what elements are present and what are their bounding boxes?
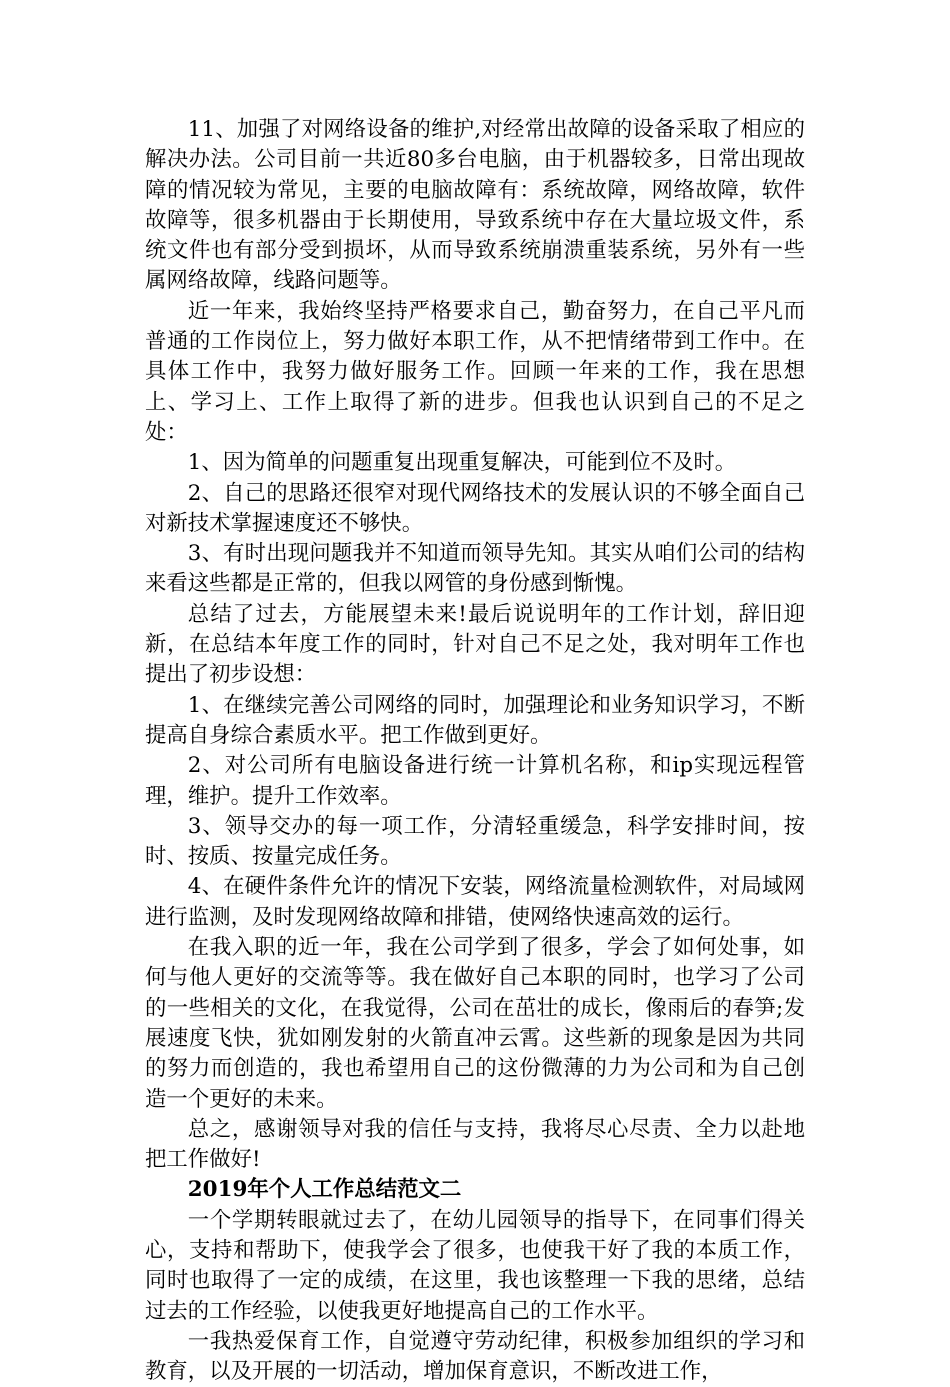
list-item-shortcoming-2: 2、自己的思路还很窄对现代网络技术的发展认识的不够全面自己对新技术掌握速度还不够快。 [145, 480, 805, 536]
list-item-plan-3: 3、领导交办的每一项工作，分清轻重缓急，科学安排时间，按时、按质、按量完成任务。 [145, 813, 805, 870]
paragraph-next-year-plan: 总结了过去，方能展望未来!最后说说明年的工作计划，辞旧迎新，在总结本年度工作的同时，针对自己不足之处，我对明年工作也提出了初步设想： [145, 601, 805, 688]
paragraph-semester-intro: 一个学期转眼就过去了，在幼儿园领导的指导下，在同事们得关心，支持和帮助下，使我学会了很多，也使我干好了我的本质工作，同时也取得了一定的成绩，在这里，我也该整理一下我的思绪，总结过去的工作经验，以使我更好地提高自己的工作水平。 [145, 1207, 805, 1324]
list-item-plan-2: 2、对公司所有电脑设备进行统一计算机名称，和ip实现远程管理，维护。提升工作效率。 [145, 753, 805, 809]
paragraph-network-maintenance: 11、加强了对网络设备的维护,对经常出故障的设备采取了相应的解决办法。公司目前一共近80多台电脑，由于机器较多，日常出现故障的情况较为常见，主要的电脑故障有：系统故障，网络故障，软件故障等，很多机器由于长期使用，导致系统中存在大量垃圾文件，系统文件也有部分受到损坏，从而导致系统崩溃重装系统，另外有一些属网络故障，线路问题等。 [145, 117, 805, 294]
paragraph-year-review: 近一年来，我始终坚持严格要求自己，勤奋努力，在自己平凡而普通的工作岗位上，努力做好本职工作，从不把情绪带到工作中。在具体工作中，我努力做好服务工作。回顾一年来的工作，我在思想上、学习上、工作上取得了新的进步。但我也认识到自己的不足之处： [145, 298, 805, 445]
list-item-plan-1: 1、在继续完善公司网络的同时，加强理论和业务知识学习，不断提高自身综合素质水平。把工作做到更好。 [145, 692, 805, 748]
paragraph-company-growth: 在我入职的近一年，我在公司学到了很多，学会了如何处事，如何与他人更好的交流等等。我在做好自己本职的同时，也学习了公司的一些相关的文化，在我觉得，公司在茁壮的成长，像雨后的春笋;发展速度飞快，犹如刚发射的火箭直冲云霄。这些新的现象是因为共同的努力而创造的，我也希望用自己的这份微薄的力为公司和为自己创造一个更好的未来。 [145, 935, 805, 1112]
section-title: 2019年个人工作总结范文二 [187, 1177, 462, 1203]
document-page [145, 115, 805, 1387]
list-item-plan-4: 4、在硬件条件允许的情况下安装，网络流量检测软件，对局域网进行监测，及时发现网络故障和排错，使网络快速高效的运行。 [145, 874, 805, 930]
paragraph-care-work: 一我热爱保育工作，自觉遵守劳动纪律，积极参加组织的学习和教育，以及开展的一切活动，增加保育意识，不断改进工作， [145, 1328, 805, 1385]
paragraph-closing: 总之，感谢领导对我的信任与支持，我将尽心尽责、全力以赴地把工作做好! [145, 1116, 805, 1173]
list-item-shortcoming-3: 3、有时出现问题我并不知道而领导先知。其实从咱们公司的结构来看这些都是正常的，但我以网管的身份感到惭愧。 [145, 541, 805, 597]
list-item-shortcoming-1: 1、因为简单的问题重复出现重复解决，可能到位不及时。 [187, 450, 737, 476]
